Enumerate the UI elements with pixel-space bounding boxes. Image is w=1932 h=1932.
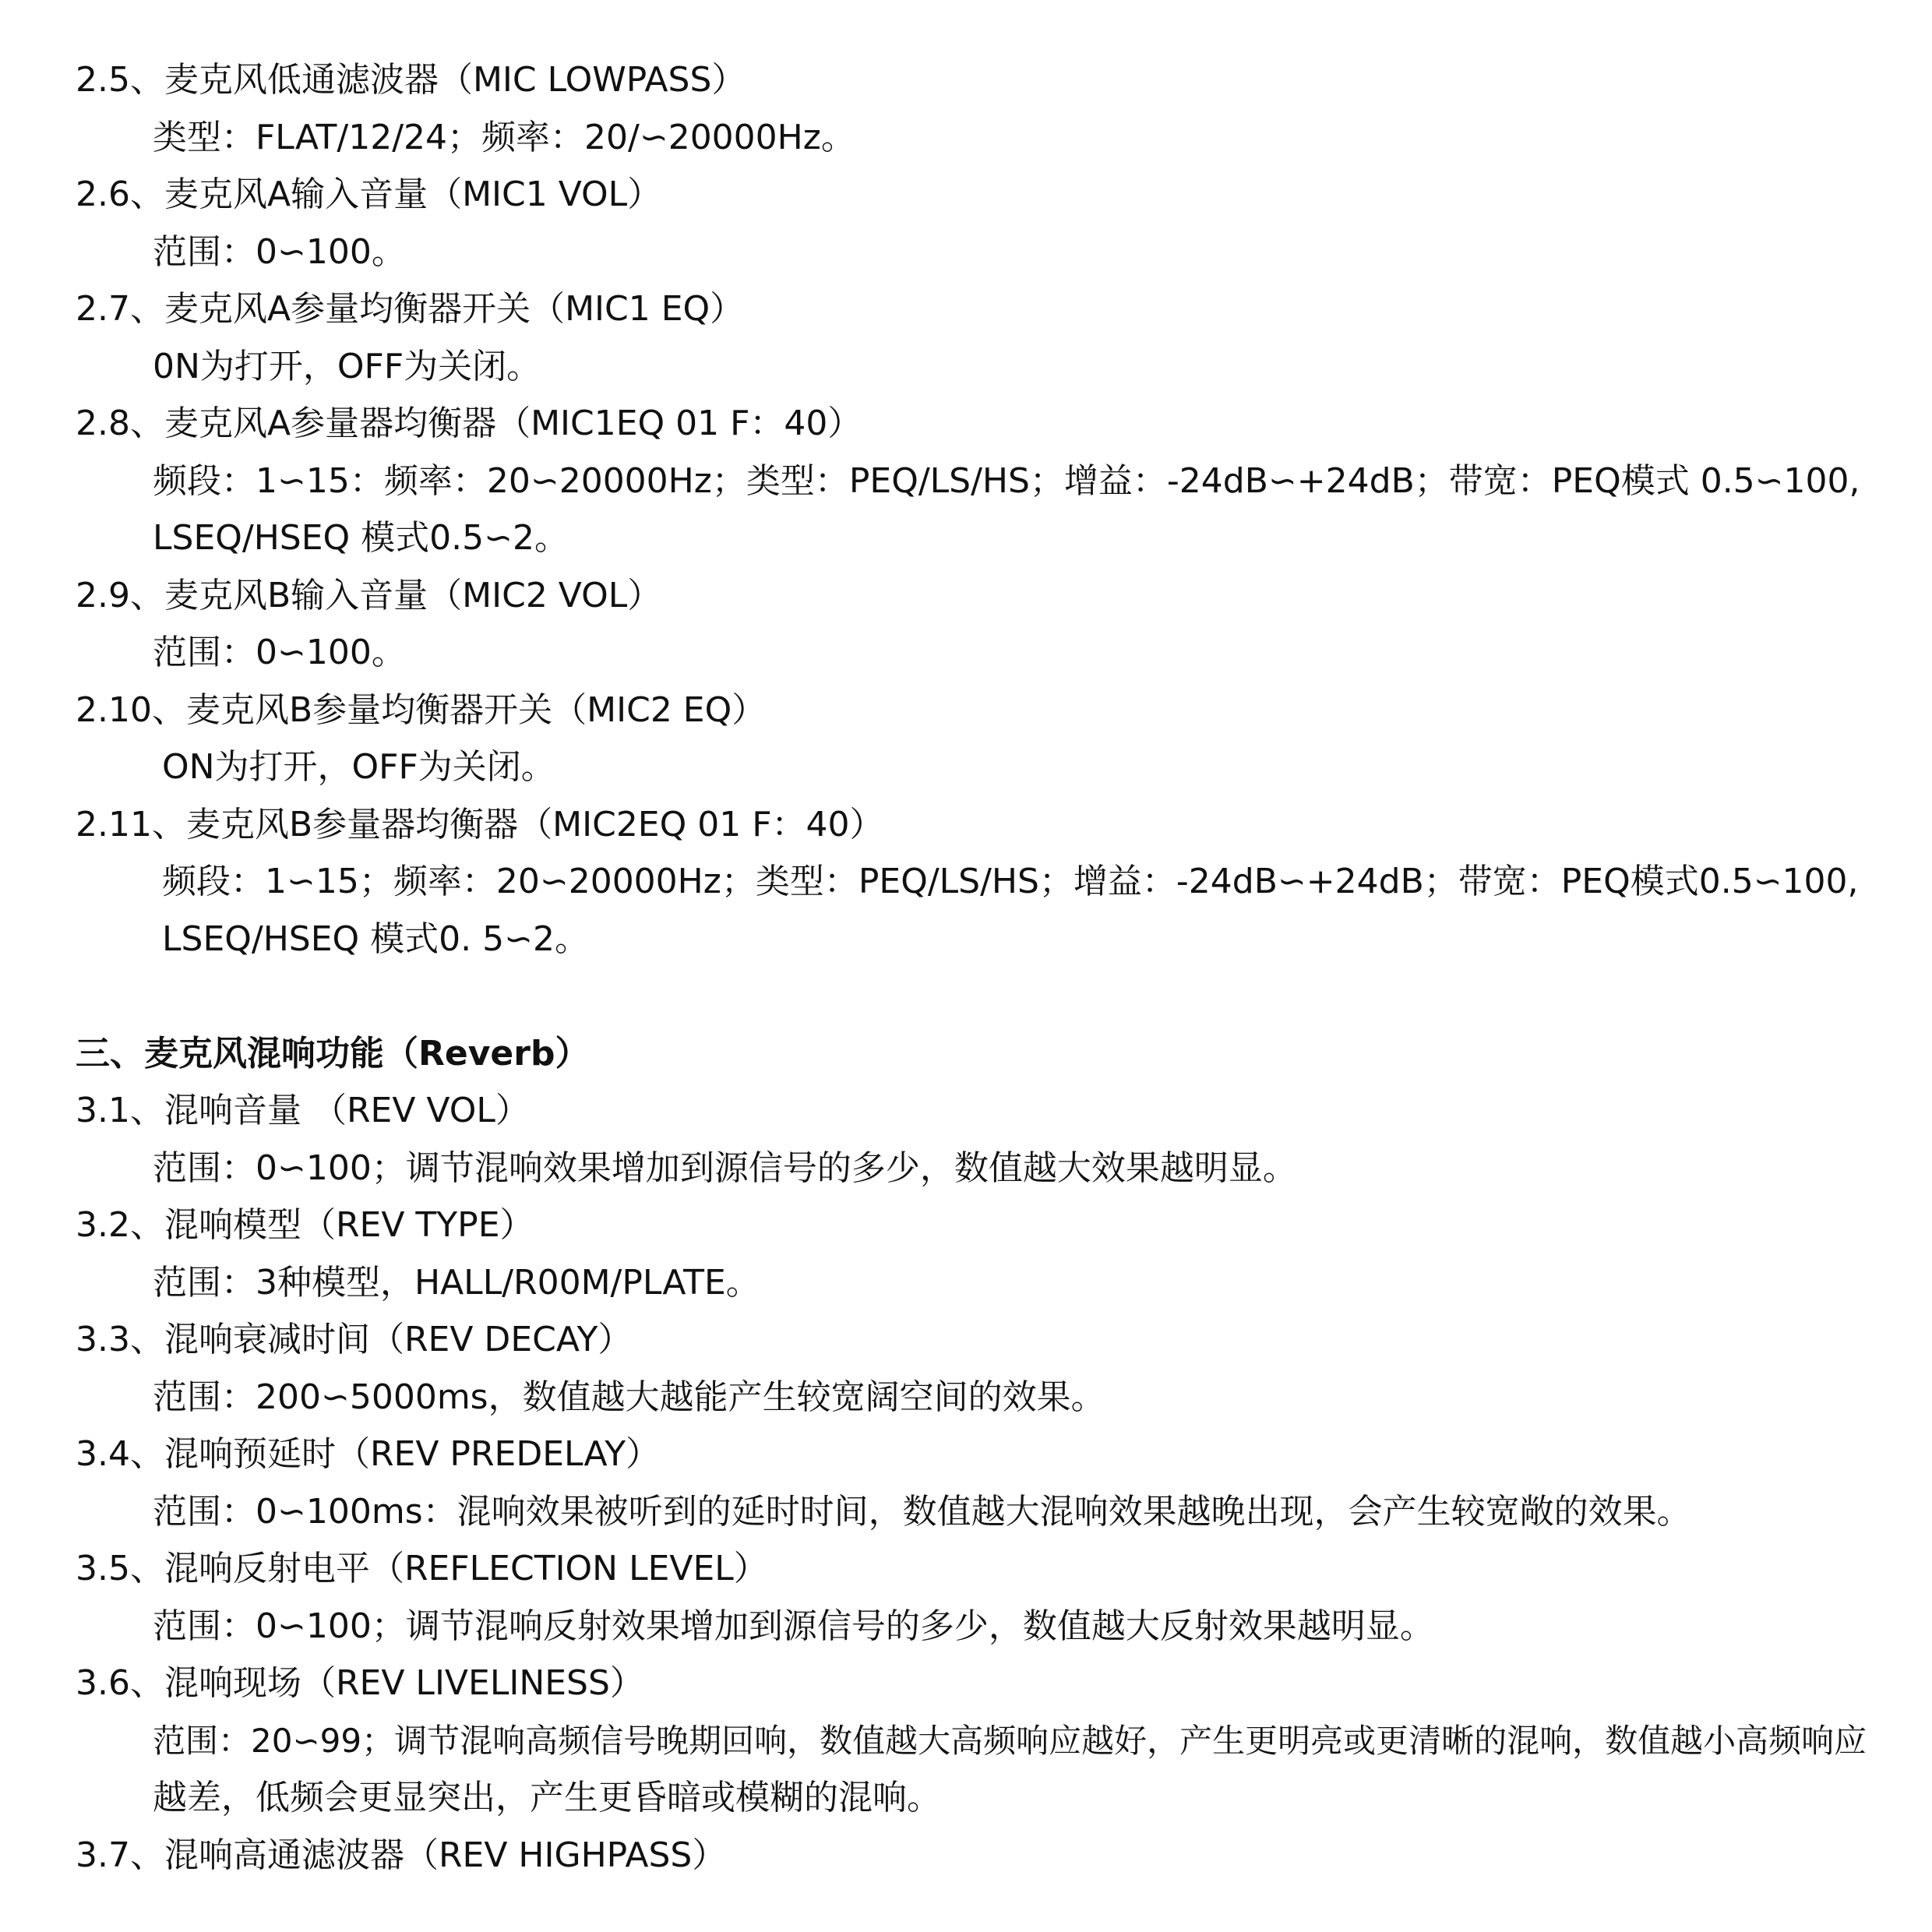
text-mic2-peq-params-cont: LSEQ/HSEQ 模式0. 5∽2。 [162,919,589,959]
heading-rev-predelay: 3.4、混响预延时（REV PREDELAY） [76,1434,661,1474]
heading-mic1-eq: 2.7、麦克风A参量均衡器开关（MIC1 EQ） [76,289,745,329]
text-mic2-vol-range: 范围：0∽100。 [153,633,406,672]
section-heading-reverb: 三、麦克风混响功能（Reverb） [76,1034,590,1074]
text-rev-vol-range: 范围：0∽100；调节混响效果增加到源信号的多少，数值越大效果越明显。 [153,1148,1297,1188]
text-mic2-eq-switch: ON为打开，OFF为关闭。 [162,747,555,787]
heading-mic2-peq: 2.11、麦克风B参量器均衡器（MIC2EQ 01 F：40） [76,805,884,844]
text-rev-predelay-range: 范围：0∽100ms：混响效果被听到的延时时间，数值越大混响效果越晚出现，会产生较宽敞的效果。 [153,1492,1691,1532]
heading-reflection-level: 3.5、混响反射电平（REFLECTION LEVEL） [76,1549,768,1588]
text-mic2-peq-params: 频段：1∽15；频率：20∽20000Hz；类型：PEQ/LS/HS；增益：-24dB∽+24dB；带宽：PEQ模式0.5∽100, [162,862,1859,901]
text-mic1-vol-range: 范围：0∽100。 [153,232,406,272]
text-reflection-level-range: 范围：0∽100；调节混响反射效果增加到源信号的多少，数值越大反射效果越明显。 [153,1606,1434,1646]
heading-mic-lowpass: 2.5、麦克风低通滤波器（MIC LOWPASS） [76,60,746,100]
heading-mic1-peq: 2.8、麦克风A参量器均衡器（MIC1EQ 01 F：40） [76,404,862,443]
text-rev-decay-range: 范围：200∽5000ms，数值越大越能产生较宽阔空间的效果。 [153,1377,1105,1417]
heading-rev-type: 3.2、混响模型（REV TYPE） [76,1205,534,1245]
text-mic1-peq-params-cont: LSEQ/HSEQ 模式0.5∽2。 [153,518,569,558]
heading-mic1-vol: 2.6、麦克风A输入音量（MIC1 VOL） [76,175,662,214]
text-rev-liveliness-range: 范围：20∽99；调节混响高频信号晚期回响，数值越大高频响应越好，产生更明亮或更清晰的混响，数值越小高频响应 [153,1722,1867,1760]
heading-mic2-vol: 2.9、麦克风B输入音量（MIC2 VOL） [76,576,662,615]
heading-mic2-eq: 2.10、麦克风B参量均衡器开关（MIC2 EQ） [76,690,767,730]
heading-rev-decay: 3.3、混响衰减时间（REV DECAY） [76,1320,633,1359]
text-rev-liveliness-range-cont: 越差，低频会更显突出，产生更昏暗或模糊的混响。 [153,1778,941,1817]
heading-rev-liveliness: 3.6、混响现场（REV LIVELINESS） [76,1663,644,1703]
heading-rev-highpass: 3.7、混响高通滤波器（REV HIGHPASS） [76,1835,727,1875]
heading-rev-vol: 3.1、混响音量 （REV VOL） [76,1091,530,1130]
text-mic-lowpass-range: 类型：FLAT/12/24；频率：20/∽20000Hz。 [153,118,855,157]
text-rev-type-range: 范围：3种模型，HALL/R00M/PLATE。 [153,1263,760,1303]
text-mic1-eq-switch: 0N为打开，OFF为关闭。 [153,347,541,386]
text-mic1-peq-params: 频段：1∽15：频率：20∽20000Hz；类型：PEQ/LS/HS；增益：-24dB∽+24dB；带宽：PEQ模式 0.5∽100, [153,461,1860,501]
